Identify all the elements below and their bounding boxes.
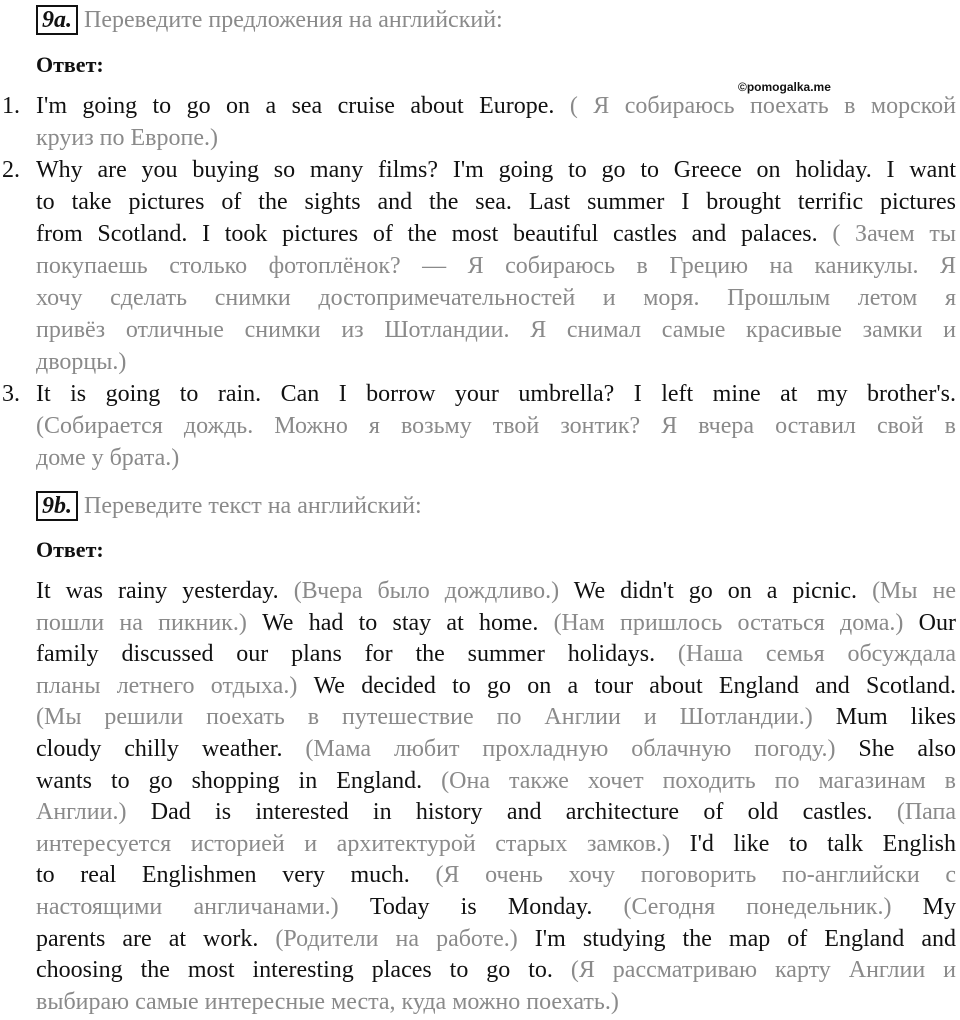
text-line (36, 670, 956, 702)
english-text: Why are you buying so many films? I'm going to go to Greece on holiday. I want (36, 157, 956, 183)
russian-translation: Англии.) (36, 799, 151, 826)
english-text: It was rainy yesterday. (36, 578, 294, 604)
english-text: from Scotland. I took pictures of the most beautiful castles and palaces. (36, 221, 833, 247)
text-line (36, 733, 956, 765)
text-line (36, 765, 956, 797)
text-line (36, 575, 956, 607)
text-line (36, 314, 956, 346)
text-line (36, 282, 956, 314)
task-9b-number: 9b. (36, 491, 78, 521)
russian-translation: (Мы решили поехать в путешествие по Англии и Шотландии.) (36, 704, 836, 731)
english-text: I'm going to go on a sea cruise about Europe. (36, 93, 570, 119)
english-text: We had to stay at home. (262, 609, 554, 636)
list-item-number: 1. (2, 93, 20, 119)
english-text: to real Englishmen very much. (36, 862, 436, 889)
text-line (36, 154, 956, 186)
english-text: Our (918, 609, 956, 636)
english-text: Dad is interested in history and architecture of old castles. (150, 799, 897, 826)
text-line (36, 378, 956, 410)
russian-translation: (Сегодня понедельник.) (623, 894, 923, 920)
text-line (36, 701, 956, 733)
english-text: We decided to go on a tour about England and Scotland. (313, 672, 956, 699)
list-item-number: 2. (2, 157, 20, 183)
text-line (36, 410, 956, 442)
russian-translation: ( Зачем ты (832, 221, 956, 247)
russian-translation: ( Я собираюсь поехать в морской (569, 93, 957, 119)
russian-translation: (Вчера было дождливо.) (293, 578, 574, 604)
text-line (36, 954, 956, 986)
english-text: cloudy chilly weather. (36, 736, 306, 762)
text-line (36, 90, 956, 122)
task-9a-header (36, 3, 503, 37)
text-line (36, 442, 956, 474)
english-text: Mum likes (835, 704, 956, 731)
english-text: I'm studying the map of England and (534, 925, 956, 952)
text-line (36, 186, 956, 218)
russian-translation: планы летнего отдыха.) (36, 672, 314, 699)
site-watermark: ©pomogalka.me (738, 80, 831, 94)
text-line (36, 607, 956, 639)
russian-translation: (Наша семья обсуждала (677, 641, 956, 668)
russian-translation: (Мы не (872, 578, 957, 604)
list-item-number: 3. (2, 381, 20, 407)
text-line (36, 859, 956, 891)
english-text: It is going to rain. Can I borrow your umbrella? I left mine at my brother's. (36, 381, 956, 407)
russian-translation: (Мама любит прохладную облачную погоду.) (305, 736, 859, 762)
text-line (36, 218, 956, 250)
text-line (36, 923, 956, 955)
russian-translation: пошли на пикник.) (36, 609, 263, 636)
text-line (36, 250, 956, 282)
english-text: parents are at work. (36, 925, 276, 952)
russian-translation: доме у брата.) (36, 445, 180, 471)
english-text: to take pictures of the sights and the sea. Last summer I brought terrific pictures (36, 189, 956, 215)
task-9b-title: Переведите текст на английский: (84, 492, 422, 519)
russian-translation: (Нам пришлось остаться дома.) (553, 609, 919, 636)
task-9a-number: 9a. (36, 5, 78, 35)
task-9a-answer-label: Ответ: (36, 52, 104, 77)
russian-translation: круиз по Европе.) (36, 125, 218, 151)
task-9b-answer-label: Ответ: (36, 537, 104, 562)
text-line (36, 986, 956, 1018)
text-line (36, 346, 956, 378)
russian-translation: (Она также хочет походить по магазинам в (441, 767, 956, 794)
russian-translation: (Я очень хочу поговорить по-английски с (435, 862, 956, 889)
english-text: wants to go shopping in England. (36, 767, 442, 794)
english-text: Today is Monday. (369, 894, 624, 920)
russian-translation: хочу сделать снимки достопримечательностей и моря. Прошлым летом я (36, 285, 956, 311)
russian-translation: выбираю самые интересные места, куда можно поехать.) (36, 988, 619, 1015)
english-text: I'd like to talk English (689, 830, 957, 857)
text-line (36, 122, 956, 154)
english-text: We didn't go on a picnic. (573, 578, 873, 604)
task-9a-title: Переведите предложения на английский: (84, 6, 503, 33)
text-line (36, 638, 956, 670)
text-line (36, 796, 956, 828)
english-text: My (922, 894, 956, 920)
text-line (36, 828, 956, 860)
text-line (36, 891, 956, 923)
russian-translation: (Я рассматриваю карту Англии и (570, 957, 956, 984)
russian-translation: (Собирается дождь. Можно я возьму твой зонтик? Я вчера оставил свой в (36, 413, 956, 439)
english-text: She also (858, 736, 957, 762)
english-text: choosing the most interesting places to go to. (36, 957, 571, 984)
russian-translation: интересуется историей и архитектурой старых замков.) (36, 830, 690, 857)
russian-translation: дворцы.) (36, 349, 127, 375)
english-text: family discussed our plans for the summer holidays. (36, 641, 678, 668)
russian-translation: (Папа (896, 799, 956, 826)
russian-translation: настоящими англичанами.) (36, 894, 370, 920)
russian-translation: (Родители на работе.) (275, 925, 535, 952)
russian-translation: привёз отличные снимки из Шотландии. Я снимал самые красивые замки и (36, 317, 956, 343)
russian-translation: покупаешь столько фотоплёнок? — Я собираюсь в Грецию на каникулы. Я (36, 253, 956, 279)
task-9b-header (36, 489, 422, 523)
